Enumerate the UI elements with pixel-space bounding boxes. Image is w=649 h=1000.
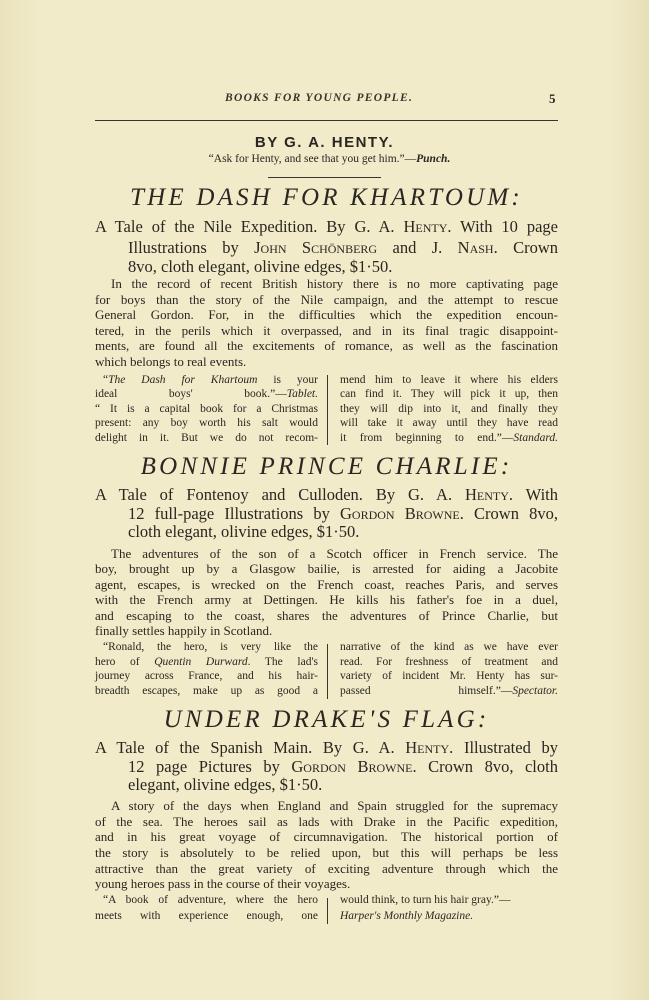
text-run: hero of	[95, 656, 155, 668]
summary-line	[95, 562, 558, 575]
text-run: finally settles happily in Scotland.	[95, 623, 273, 638]
review-line-right	[340, 418, 558, 430]
small-caps-name: Henty	[465, 485, 509, 504]
text-run: breadth escapes, make up as good a	[95, 685, 318, 697]
small-caps-name: Henty	[405, 738, 450, 757]
review-line-right	[340, 404, 558, 416]
review-line-right	[340, 433, 558, 445]
text-run: and J.	[377, 238, 458, 257]
small-caps-name: Henty	[403, 217, 448, 236]
review-line-left	[95, 686, 318, 698]
book-description-line	[128, 259, 392, 276]
text-run: tered, in the perils which it overpassed, and in its final tragic disappoint-	[95, 323, 558, 338]
text-run: will take it away until they have read	[340, 417, 558, 429]
summary-line	[95, 293, 558, 306]
column-divider	[327, 644, 328, 699]
text-run: attractive than the great variety of exciting adventure through which the	[95, 861, 558, 876]
text-run: young heroes pass in the course of their voyages.	[95, 876, 351, 891]
summary-line	[95, 609, 558, 622]
text-run: is your	[257, 374, 318, 386]
text-run: read. For freshness of treatment and	[340, 656, 558, 668]
text-run: . Crown 8vo, cloth	[412, 757, 558, 776]
italic-text: Harper's Monthly Magazine.	[340, 910, 474, 922]
text-run: “Ronald, the hero, is very like the	[103, 641, 318, 653]
text-run: 12 page Pictures by	[128, 757, 292, 776]
summary-line	[95, 877, 350, 890]
text-run: A Tale of the Spanish Main. By G. A.	[95, 738, 406, 757]
text-run: “	[103, 374, 109, 386]
text-run: it from beginning to end.”—	[340, 432, 514, 444]
author-byline: BY G. A. HENTY.	[254, 134, 395, 151]
page-number: 5	[549, 91, 556, 106]
summary-line	[95, 830, 558, 843]
text-run: General Gordon. For, in the difficulties which the expedition encoun-	[95, 307, 558, 322]
book-description-line	[95, 487, 558, 504]
text-run: A story of the days when England and Spain struggled for the supremacy	[111, 798, 558, 813]
book-description-line	[128, 524, 359, 541]
text-run: meets with experience enough, one	[95, 910, 318, 922]
summary-line	[111, 799, 558, 812]
review-line-left	[95, 389, 318, 401]
italic-text: Tablet.	[286, 388, 318, 400]
review-line-left	[95, 433, 318, 445]
text-run: . Crown	[493, 238, 559, 257]
book-description-line	[128, 240, 558, 257]
review-line-left	[103, 895, 318, 907]
text-run: In the record of recent British history there is no more captivating page	[111, 276, 558, 291]
text-run: A Tale of the Nile Expedition. By G. A.	[95, 217, 404, 236]
review-line-left	[95, 657, 318, 669]
book-description-line	[128, 777, 322, 794]
column-divider	[327, 898, 328, 924]
book-description-line	[95, 219, 558, 236]
text-run: . With	[508, 485, 558, 504]
summary-line	[95, 624, 272, 637]
italic-text: The Dash for Khartoum	[108, 374, 258, 386]
book-description-line	[128, 506, 558, 523]
text-run: and escaping to the coast, shares the adventures of Prince Charlie, but	[95, 608, 558, 623]
header-rule	[95, 120, 558, 121]
review-line-left	[103, 642, 318, 654]
text-run: 12 full-page Illustrations by	[128, 504, 341, 523]
column-divider	[327, 375, 328, 445]
small-caps-name: Gordon Browne	[291, 757, 413, 776]
text-run: for boys than the story of the Nile campaign, and the attempt to rescue	[95, 292, 558, 307]
review-line-right	[340, 911, 473, 923]
text-run: A Tale of Fontenoy and Culloden. By G. A.	[95, 485, 465, 504]
text-run: variety of incident Mr. Henty has sur-	[340, 670, 558, 682]
review-line-left	[95, 671, 318, 683]
summary-line	[95, 339, 558, 352]
review-line-right	[340, 642, 558, 654]
text-run: boy, brought up by a Glasgow bailie, is arrested for aiding a Jacobite	[95, 561, 558, 576]
text-run: which belongs to real events.	[95, 354, 247, 369]
text-run: would think, to turn his hair gray.”—	[340, 894, 511, 906]
text-run: Illustrations by	[128, 238, 255, 257]
text-run: ideal boys' book.”—	[95, 388, 287, 400]
review-line-right	[340, 686, 558, 698]
small-caps-name: Nash	[457, 238, 494, 257]
text-run: “A book of adventure, where the hero	[103, 894, 318, 906]
text-run: . With 10 page	[447, 217, 558, 236]
summary-line	[95, 578, 558, 591]
text-run: The adventures of the son of a Scotch officer in French service. The	[111, 546, 558, 561]
review-line-right	[340, 389, 558, 401]
summary-line	[111, 547, 558, 560]
text-run: passed himself.”—	[340, 685, 513, 697]
summary-line	[95, 862, 558, 875]
review-line-left	[95, 404, 318, 416]
text-run: elegant, olivine edges, $1·50.	[128, 775, 323, 794]
summary-line	[95, 593, 558, 606]
review-line-right	[340, 657, 558, 669]
book-title-khartoum: THE DASH FOR KHARTOUM:	[130, 184, 523, 211]
book-title-bonnie-prince-charlie: BONNIE PRINCE CHARLIE:	[140, 453, 513, 480]
italic-text: Standard.	[513, 432, 558, 444]
text-run: they will dip into it, and finally they	[340, 403, 558, 415]
review-line-right	[340, 671, 558, 683]
text-run: “ It is a capital book for a Christmas	[95, 403, 318, 415]
text-run: with the French army at Dettingen. He kills his father's foe in a duel,	[95, 592, 558, 607]
review-line-left	[103, 375, 318, 387]
motto-text: “Ask for Henty, and see that you get him.”—	[208, 153, 417, 165]
text-run: of the sea. The heroes sail as lads with Drake in the Pacific expedition,	[95, 814, 558, 829]
text-run: . Illustrated by	[449, 738, 558, 757]
text-run: . Crown 8vo,	[459, 504, 558, 523]
small-caps-name: John Schönberg	[254, 238, 378, 257]
book-title-under-drakes-flag: UNDER DRAKE'S FLAG:	[163, 706, 490, 733]
summary-line	[95, 815, 558, 828]
summary-line	[95, 308, 558, 321]
text-run: ments, are found all the excitements of romance, as well as the fascination	[95, 338, 558, 353]
review-line-right	[340, 375, 558, 387]
summary-line	[111, 277, 558, 290]
text-run: mend him to leave it where his elders	[340, 374, 558, 386]
text-run: agent, escapes, is wrecked on the French coast, reaches Paris, and serves	[95, 577, 558, 592]
text-run: the story is absolutely to be relied upon, but this will perhaps be less	[95, 845, 558, 860]
book-description-line	[95, 740, 558, 757]
summary-line	[95, 324, 558, 337]
review-line-left	[95, 418, 318, 430]
text-run: 8vo, cloth elegant, olivine edges, $1·50.	[128, 257, 393, 276]
text-run: journey across France, and his hair-	[95, 670, 318, 682]
motto-source: Punch.	[416, 153, 451, 165]
review-line-right	[340, 895, 510, 907]
short-rule	[268, 177, 381, 178]
text-run: narrative of the kind as we have ever	[340, 641, 558, 653]
review-line-left	[95, 911, 318, 923]
summary-line	[95, 355, 246, 368]
motto	[0, 153, 649, 165]
text-run: . The lad's	[247, 656, 318, 668]
small-caps-name: Gordon Browne	[340, 504, 460, 523]
text-run: present: any boy worth his salt would	[95, 417, 318, 429]
book-description-line	[128, 759, 558, 776]
text-run: and in his great voyage of circumnavigation. The historical portion of	[95, 829, 558, 844]
running-title: BOOKS FOR YOUNG PEOPLE.	[225, 92, 414, 104]
text-run: cloth elegant, olivine edges, $1·50.	[128, 522, 360, 541]
italic-text: Spectator.	[512, 685, 558, 697]
italic-text: Quentin Durward	[154, 656, 248, 668]
text-run: can find it. They will pick it up, then	[340, 388, 558, 400]
summary-line	[95, 846, 558, 859]
text-run: delight in it. But we do not recom-	[95, 432, 318, 444]
